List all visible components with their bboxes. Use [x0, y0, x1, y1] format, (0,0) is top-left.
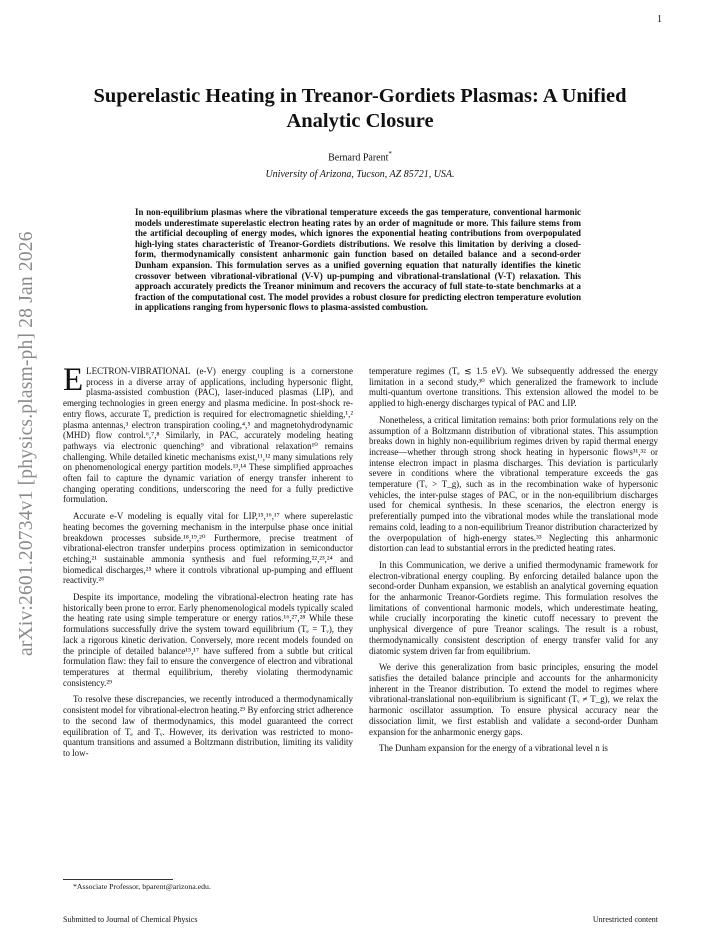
- arxiv-stamp: arXiv:2601.20734v1 [physics.plasm-ph] 28 Jan 2026: [16, 231, 37, 656]
- paragraph: In this Communication, we derive a unified thermodynamic framework for electron-vibrational energy coupling. By enforcing detailed balance upon the second-order Dunham expansion, we establish an analytical governing equation for the anharmonic Treanor-Gordiets regime. This formulation resolves the limitations of conventional harmonic models, which underestimate heating, while crucially incorporating the kinetic cutoff necessary to prevent the unphysical divergence of pure Treanor scalings. The result is a robust, thermodynamically consistent description of energy transfer valid for any diatomic system driven far from equilibrium.: [369, 559, 658, 656]
- paragraph: Nonetheless, a critical limitation remains: both prior formulations rely on the assumption of a Boltzmann distribution of vibrational states. This assumption breaks down in highly non-equilibrium regimes driven by rapid thermal energy increase—whether through strong shock heating in hypersonic flows³¹,³² or intense electron impact in plasma discharges. This deviation is particularly severe in conditions where the vibrational temperature exceeds the gas temperature (Tᵥ > T_g), such as in the recombination wake of hypersonic vehicles, the inter-pulse stages of PAC, or in the non-equilibrium discharges used for chemical synthesis. In these scenarios, the electron energy is preferentially pumped into the vibrational modes while the translational mode remains cold, leading to a non-equilibrium Treanor distribution characterized by the overpopulation of high-energy states.³³ Neglecting this anharmonic distortion can lead to substantial errors in the predicted heating rates.: [369, 414, 658, 554]
- paragraph: Accurate e-V modeling is equally vital for LIP,¹⁵,¹⁶,¹⁷ where superelastic heating becomes the governing mechanism in the interpulse phase once initial breakdown processes subside.¹⁸,¹⁹,²⁰ Furthermore, precise treatment of vibrational-electron transfer underpins process optimization in semiconductor etching,²¹ sustainable ammonia synthesis and fuel reforming,²²,²³,²⁴ and biomedical discharges,²⁵ where it controls vibrational up-pumping and effluent reactivity.²⁶: [63, 511, 353, 586]
- right-column: [369, 366, 658, 760]
- drop-cap: E: [63, 362, 84, 398]
- paper-title: Superelastic Heating in Treanor-Gordiets Plasmas: A Unified Analytic Closure: [93, 85, 627, 132]
- footer-journal: Submitted to Journal of Chemical Physics: [63, 915, 198, 924]
- affiliation: University of Arizona, Tucson, AZ 85721, USA.: [265, 169, 455, 180]
- abstract: In non-equilibrium plasmas where the vibrational temperature exceeds the gas temperature, conventional harmonic models underestimate superelastic electron heating rates by an order of magnitude or more. This failure stems from the artificial decoupling of energy modes, which ignores the exponential heating contributions from overpopulated high-lying states characteristic of Treanor-Gordiets distributions. We resolve this limitation by deriving a closed-form, thermodynamically consistent anharmonic gain function based on detailed balance and a second-order Dunham expansion. This formulation serves as a unified governing equation that naturally identifies the kinetic crossover between vibrational-vibrational (V-V) up-pumping and vibrational-translational (V-T) relaxation. This approach accurately predicts the Treanor minimum and recovers the accuracy of full state-to-state benchmarks at a fraction of the computational cost. The model provides a robust closure for predicting electron temperature evolution in applications ranging from hypersonic flows to plasma-assisted combustion.: [135, 207, 581, 313]
- footnote-rule: [63, 879, 173, 880]
- paragraph: We derive this generalization from basic principles, ensuring the model satisfies the detailed balance principle and accounts for the anharmonicity inherent in the Treanor distribution. To extend the model to regimes where vibrational-translational non-equilibrium is significant (Tᵥ ≠ T_g), we relax the harmonic oscillator assumption. To ensure physical accuracy near the dissociation limit, we first establish and validate a second-order Dunham expansion for the anharmonic energy gaps.: [369, 662, 658, 737]
- author-name: Bernard Parent: [328, 152, 389, 164]
- footnote: *Associate Professor, bparent@arizona.edu.: [73, 882, 211, 891]
- paragraph-text: (e-V) energy coupling is a cornerstone process in a diverse array of applications, including hypersonic flight, plasma-assisted combustion (PAC), laser-induced plasmas (LIP), and emerging technologies in green energy and plasma medicine. In post-shock re-entry flows, accurate Tₑ prediction is required for electromagnetic shielding,¹,² plasma antennas,³ electron transpiration cooling,⁴,⁵ and magnetohydrodynamic (MHD) flow control.⁶,⁷,⁸ Similarly, in PAC, accurately modeling heating pathways via electronic quenching⁹ and vibrational relaxation¹⁰ remains challenging. While detailed kinetic mechanisms exist,¹¹,¹² many simulations rely on phenomenological energy partition models.¹³,¹⁴ These simplified approaches often fail to capture the dynamic variation of energy transfer inherent to changing operating conditions, underscoring the need for a fully predictive formulation.: [63, 366, 353, 505]
- paragraph: The Dunham expansion for the energy of a vibrational level n is: [379, 743, 608, 754]
- author-line: [0, 150, 720, 163]
- author-footnote-mark: *: [388, 150, 392, 158]
- page-number: 1: [657, 14, 662, 25]
- paragraph: To resolve these discrepancies, we recently introduced a thermodynamically consistent model for vibrational-electron heating.²⁹ By enforcing strict adherence to the second law of thermodynamics, this model guaranteed the correct equilibration of Tₑ and Tᵥ. However, its derivation was restricted to mono-quantum transitions and assumed a Boltzmann distribution, limiting its validity to low-: [63, 694, 353, 758]
- paragraph: temperature regimes (Tₑ ≲ 1.5 eV). We subsequently addressed the energy limitation in a second study,³⁰ which generalized the framework to include multi-quantum overtone transitions. This extension allowed the model to be applied to high-energy discharges typical of PAC and LIP.: [369, 366, 658, 409]
- footer-status: Unrestricted content: [592, 915, 658, 924]
- paragraph: Despite its importance, modeling the vibrational-electron heating rate has historically been prone to error. Early phenomenological models typically scaled the heating rate using simple temperature or energy ratios.¹⁶,²⁷,²⁸ While these formulations successfully drive the system toward equilibrium (Tₑ = Tᵥ), they lack a rigorous kinetic derivation. Conversely, more recent models founded on the principle of detailed balance¹⁵,¹⁷ have suffered from a subtle but critical formulation flaw: they fail to ensure the convergence of electron and vibrational temperatures at thermal equilibrium, thereby violating thermodynamic consistency.²⁹: [63, 592, 353, 688]
- paragraph: [63, 362, 353, 505]
- left-column: [63, 362, 353, 765]
- lead-in: LECTRON-VIBRATIONAL: [86, 366, 191, 376]
